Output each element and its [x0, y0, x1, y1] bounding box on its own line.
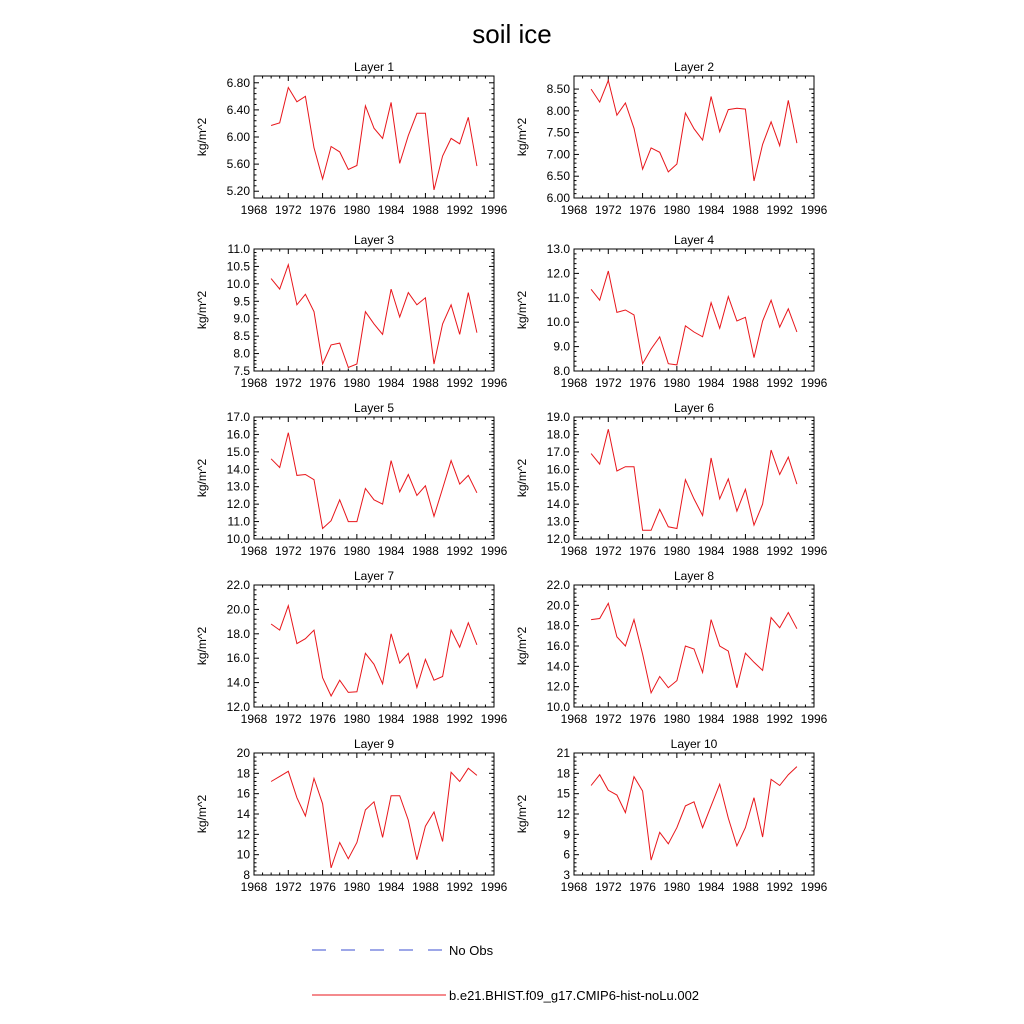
- x-tick-label: 1976: [629, 376, 656, 390]
- x-tick-label: 1968: [560, 712, 588, 726]
- x-tick-label: 1996: [480, 880, 508, 894]
- y-tick-label: 12.0: [226, 497, 250, 512]
- y-tick-label: 6.50: [546, 169, 570, 184]
- plot-frame: [574, 585, 814, 707]
- x-tick-label: 1980: [343, 203, 371, 217]
- panel-6: [515, 401, 828, 558]
- x-tick-label: 1968: [240, 203, 268, 217]
- panel-title: Layer 3: [353, 233, 395, 247]
- y-axis-label: kg/m^2: [195, 794, 209, 834]
- figure-title: soil ice: [472, 19, 552, 49]
- y-tick-label: 11.0: [227, 242, 250, 256]
- plot-frame: [574, 753, 814, 875]
- x-tick-label: 1980: [343, 712, 371, 726]
- x-tick-label: 1988: [412, 203, 439, 217]
- y-tick-label: 22.0: [546, 578, 570, 592]
- x-tick-label: 1992: [446, 712, 474, 726]
- x-tick-label: 1996: [800, 544, 828, 558]
- y-tick-label: 14.0: [546, 659, 570, 674]
- y-tick-label: 6.00: [226, 130, 250, 144]
- plot-frame: [254, 753, 494, 875]
- y-tick-label: 18.0: [546, 618, 570, 633]
- y-tick-label: 11.0: [547, 290, 570, 305]
- y-axis-label: kg/m^2: [195, 290, 209, 330]
- x-tick-label: 1984: [377, 376, 405, 390]
- x-tick-label: 1976: [309, 376, 336, 390]
- x-tick-label: 1968: [560, 203, 588, 217]
- x-tick-label: 1972: [594, 376, 622, 390]
- y-tick-label: 17.0: [546, 444, 570, 459]
- plot-frame: [574, 249, 814, 371]
- x-tick-label: 1972: [274, 203, 302, 217]
- y-tick-label: 16.0: [226, 427, 250, 442]
- y-tick-label: 5.60: [226, 157, 250, 172]
- y-axis-label: kg/m^2: [515, 290, 529, 330]
- x-tick-label: 1988: [732, 880, 759, 894]
- y-tick-label: 12.0: [546, 532, 570, 546]
- x-tick-label: 1988: [412, 880, 439, 894]
- x-tick-label: 1988: [412, 712, 439, 726]
- y-tick-label: 12.0: [546, 266, 570, 281]
- y-tick-label: 14.0: [226, 675, 250, 690]
- x-tick-label: 1988: [732, 544, 759, 558]
- x-tick-label: 1968: [560, 880, 588, 894]
- x-tick-label: 1992: [446, 544, 474, 558]
- panel-2: [515, 60, 828, 217]
- panel-4: [515, 233, 828, 390]
- y-tick-label: 7.5: [233, 364, 250, 378]
- panel-title: Layer 7: [353, 569, 395, 583]
- x-tick-label: 1992: [766, 880, 794, 894]
- y-tick-label: 3: [563, 868, 570, 882]
- x-tick-label: 1980: [663, 203, 691, 217]
- x-tick-label: 1996: [800, 203, 828, 217]
- panel-7: [195, 569, 508, 726]
- x-tick-label: 1980: [663, 712, 691, 726]
- x-tick-label: 1984: [697, 376, 725, 390]
- x-tick-label: 1976: [629, 203, 656, 217]
- panel-title: Layer 5: [353, 401, 395, 415]
- panel-title: Layer 10: [670, 737, 718, 751]
- y-tick-label: 20.0: [546, 598, 570, 613]
- x-tick-label: 1968: [240, 880, 268, 894]
- plot-frame: [254, 76, 494, 198]
- x-tick-label: 1980: [343, 376, 371, 390]
- y-tick-label: 10.0: [226, 276, 250, 291]
- series-line-1: [271, 768, 477, 868]
- plot-frame: [254, 585, 494, 707]
- y-tick-label: 19.0: [546, 410, 570, 424]
- series-line-1: [271, 88, 477, 190]
- series-line-1: [591, 80, 797, 181]
- series-line-1: [591, 429, 797, 530]
- x-tick-label: 1968: [240, 544, 268, 558]
- panel-title: Layer 4: [673, 233, 715, 247]
- y-tick-label: 9: [563, 827, 570, 842]
- panel-1: [195, 60, 508, 217]
- series-line-1: [271, 265, 477, 368]
- y-axis-label: kg/m^2: [195, 626, 209, 666]
- x-tick-label: 1996: [480, 376, 508, 390]
- x-tick-label: 1992: [446, 203, 474, 217]
- y-tick-label: 8.0: [233, 346, 250, 361]
- x-tick-label: 1996: [480, 203, 508, 217]
- x-tick-label: 1976: [629, 544, 656, 558]
- y-tick-label: 9.5: [233, 294, 250, 309]
- x-tick-label: 1988: [412, 376, 439, 390]
- x-tick-label: 1984: [377, 544, 405, 558]
- x-tick-label: 1972: [274, 544, 302, 558]
- y-tick-label: 21: [556, 746, 570, 760]
- y-tick-label: 9.0: [233, 311, 250, 326]
- panel-title: Layer 8: [673, 569, 715, 583]
- panel-10: [515, 737, 828, 894]
- x-tick-label: 1972: [594, 544, 622, 558]
- x-tick-label: 1996: [480, 712, 508, 726]
- y-tick-label: 7.50: [546, 125, 570, 140]
- x-tick-label: 1996: [480, 544, 508, 558]
- y-tick-label: 13.0: [546, 514, 570, 529]
- x-tick-label: 1988: [732, 203, 759, 217]
- panel-5: [195, 401, 508, 558]
- x-tick-label: 1984: [697, 880, 725, 894]
- series-line-1: [591, 603, 797, 693]
- x-tick-label: 1976: [629, 712, 656, 726]
- x-tick-label: 1996: [800, 376, 828, 390]
- x-tick-label: 1980: [663, 544, 691, 558]
- y-tick-label: 13.0: [546, 242, 570, 256]
- y-tick-label: 18: [236, 766, 250, 781]
- x-tick-label: 1988: [732, 712, 759, 726]
- y-tick-label: 12: [236, 827, 250, 842]
- x-tick-label: 1984: [697, 712, 725, 726]
- y-tick-label: 15.0: [546, 479, 570, 494]
- series-line-1: [271, 433, 477, 529]
- y-tick-label: 6.80: [226, 75, 250, 90]
- y-tick-label: 18.0: [226, 626, 250, 641]
- x-tick-label: 1992: [766, 712, 794, 726]
- panel-9: [195, 737, 508, 894]
- y-tick-label: 17.0: [226, 410, 250, 424]
- series-line-1: [591, 767, 797, 861]
- x-tick-label: 1976: [309, 712, 336, 726]
- panel-8: [515, 569, 828, 726]
- x-tick-label: 1976: [629, 880, 656, 894]
- y-tick-label: 10.0: [546, 700, 570, 714]
- x-tick-label: 1976: [309, 203, 336, 217]
- x-tick-label: 1968: [240, 376, 268, 390]
- y-tick-label: 8: [243, 868, 250, 882]
- x-tick-label: 1996: [800, 712, 828, 726]
- y-tick-label: 18: [556, 766, 570, 781]
- x-tick-label: 1988: [732, 376, 759, 390]
- y-tick-label: 20.0: [226, 602, 250, 617]
- legend-model-label: b.e21.BHIST.f09_g17.CMIP6-hist-noLu.002: [449, 988, 700, 1003]
- x-tick-label: 1972: [274, 880, 302, 894]
- x-tick-label: 1992: [766, 203, 794, 217]
- y-tick-label: 15.0: [226, 444, 250, 459]
- x-tick-label: 1972: [594, 203, 622, 217]
- y-tick-label: 16.0: [226, 651, 250, 666]
- y-axis-label: kg/m^2: [515, 117, 529, 157]
- x-tick-label: 1992: [766, 376, 794, 390]
- y-tick-label: 12: [556, 807, 570, 821]
- y-tick-label: 11.0: [227, 514, 250, 529]
- x-tick-label: 1976: [309, 544, 336, 558]
- x-tick-label: 1984: [377, 203, 405, 217]
- x-tick-label: 1996: [800, 880, 828, 894]
- y-tick-label: 8.5: [233, 329, 250, 344]
- y-tick-label: 12.0: [226, 700, 250, 714]
- y-axis-label: kg/m^2: [515, 794, 529, 834]
- y-axis-label: kg/m^2: [195, 117, 209, 157]
- x-tick-label: 1968: [560, 544, 588, 558]
- x-tick-label: 1972: [594, 880, 622, 894]
- y-tick-label: 15: [556, 786, 570, 801]
- x-tick-label: 1976: [309, 880, 336, 894]
- y-tick-label: 6.40: [226, 102, 250, 117]
- y-tick-label: 6.00: [546, 191, 570, 205]
- x-tick-label: 1992: [446, 880, 474, 894]
- x-tick-label: 1972: [594, 712, 622, 726]
- panel-title: Layer 1: [353, 60, 395, 74]
- y-tick-label: 5.20: [226, 184, 250, 199]
- panel-title: Layer 9: [353, 737, 395, 751]
- y-tick-label: 8.00: [546, 103, 570, 118]
- panel-3: [195, 233, 508, 390]
- panel-title: Layer 6: [673, 401, 715, 415]
- panel-title: Layer 2: [673, 60, 715, 74]
- x-tick-label: 1972: [274, 712, 302, 726]
- x-tick-label: 1968: [560, 376, 588, 390]
- x-tick-label: 1984: [697, 544, 725, 558]
- series-line-1: [271, 606, 477, 696]
- y-tick-label: 18.0: [546, 427, 570, 442]
- y-tick-label: 8.50: [546, 82, 570, 97]
- y-tick-label: 10.0: [546, 315, 570, 330]
- x-tick-label: 1984: [377, 880, 405, 894]
- panels-grid: [195, 60, 828, 894]
- x-tick-label: 1980: [343, 880, 371, 894]
- y-tick-label: 8.0: [553, 364, 570, 378]
- y-tick-label: 20: [236, 746, 250, 760]
- y-tick-label: 10.5: [226, 259, 250, 274]
- x-tick-label: 1980: [663, 376, 691, 390]
- y-tick-label: 6: [563, 847, 570, 862]
- y-tick-label: 10: [236, 847, 250, 862]
- x-tick-label: 1984: [697, 203, 725, 217]
- plot-frame: [254, 249, 494, 371]
- y-axis-label: kg/m^2: [195, 458, 209, 498]
- y-axis-label: kg/m^2: [515, 626, 529, 666]
- y-tick-label: 7.00: [546, 147, 570, 162]
- x-tick-label: 1980: [663, 880, 691, 894]
- x-tick-label: 1984: [377, 712, 405, 726]
- plot-frame: [574, 76, 814, 198]
- y-tick-label: 10.0: [226, 532, 250, 546]
- y-tick-label: 14.0: [226, 462, 250, 477]
- x-tick-label: 1988: [412, 544, 439, 558]
- y-tick-label: 16.0: [546, 639, 570, 653]
- x-tick-label: 1968: [240, 712, 268, 726]
- y-tick-label: 16.0: [546, 462, 570, 477]
- y-tick-label: 9.0: [553, 339, 570, 354]
- y-tick-label: 14.0: [546, 497, 570, 512]
- y-tick-label: 13.0: [226, 479, 250, 494]
- y-tick-label: 22.0: [226, 578, 250, 592]
- legend: [312, 943, 699, 1003]
- x-tick-label: 1992: [766, 544, 794, 558]
- x-tick-label: 1980: [343, 544, 371, 558]
- legend-no-obs-label: No Obs: [449, 943, 494, 958]
- x-tick-label: 1992: [446, 376, 474, 390]
- y-tick-label: 14: [236, 807, 250, 821]
- series-line-1: [591, 271, 797, 365]
- y-axis-label: kg/m^2: [515, 458, 529, 498]
- y-tick-label: 12.0: [546, 679, 570, 694]
- y-tick-label: 16: [236, 786, 250, 801]
- x-tick-label: 1972: [274, 376, 302, 390]
